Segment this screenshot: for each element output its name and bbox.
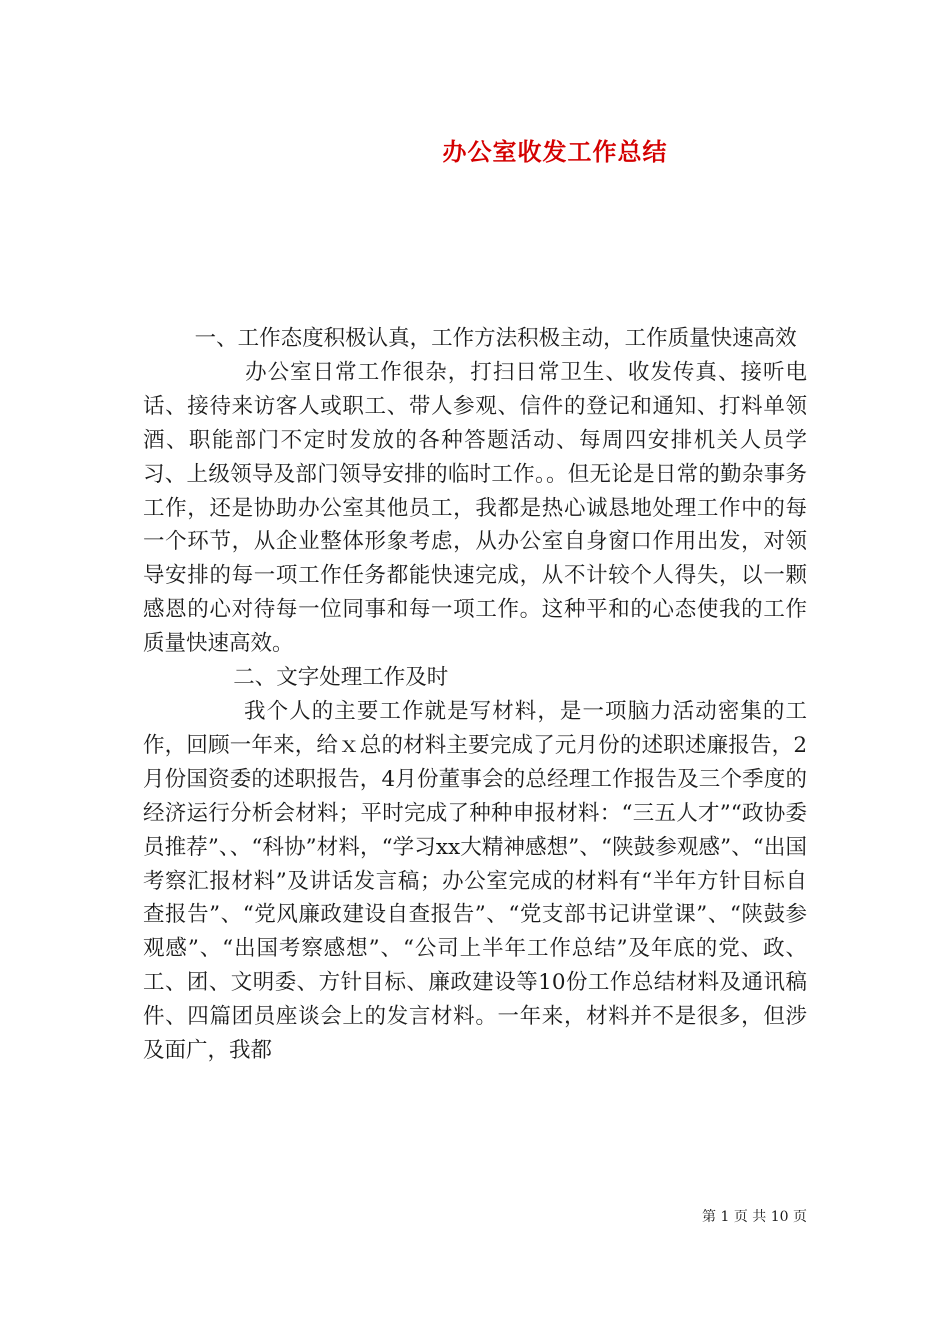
document-title: 办公室收发工作总结 — [442, 137, 668, 166]
document-body — [143, 322, 807, 1068]
section-paragraph-1: 办公室日常工作很杂，打扫日常卫生、收发传真、接听电话、接待来访客人或职工、带人参观、信件的登记和通知、打料单领酒、职能部门不定时发放的各种答题活动、每周四安排机关人员学习、上级领导及部门领导安排的临时工作。。但无论是日常的勤杂事务工作，还是协助办公室其他员工，我都是热心诚恳地处理工作中的每一个环节，从企业整体形象考虑，从办公室自身窗口作用出发，对领导安排的每一项工作任务都能快速完成，从不计较个人得失，以一颗感恩的心对待每一位同事和每一项工作。这种平和的心态使我的工作质量快速高效。 — [143, 359, 807, 657]
section-paragraph-2: 我个人的主要工作就是写材料，是一项脑力活动密集的工作，回顾一年来，给ｘ总的材料主要完成了元月份的述职述廉报告，2月份国资委的述职报告，4月份董事会的总经理工作报告及三个季度的经济运行分析会材料；平时完成了种种申报材料：“三五人才”“政协委员推荐”、、“科协”材料，“学习xx大精神感想”、“陕鼓参观感”、“出国考察汇报材料”及讲话发言稿；办公室完成的材料有“半年方针目标自查报告”、“党风廉政建设自查报告”、“党支部书记讲堂课”、“陕鼓参观感”、“出国考察感想”、“公司上半年工作总结”及年底的党、政、工、团、文明委、方针目标、廉政建设等10份工作总结材料及通讯稿件、四篇团员座谈会上的发言材料。一年来，材料并不是很多，但涉及面广，我都 — [143, 698, 807, 1064]
page-footer: 第 1 页 共 10 页 — [702, 1209, 807, 1225]
section-heading-1: 一、工作态度积极认真，工作方法积极主动，工作质量快速高效 — [194, 326, 797, 351]
section-heading-2: 二、文字处理工作及时 — [233, 665, 449, 691]
